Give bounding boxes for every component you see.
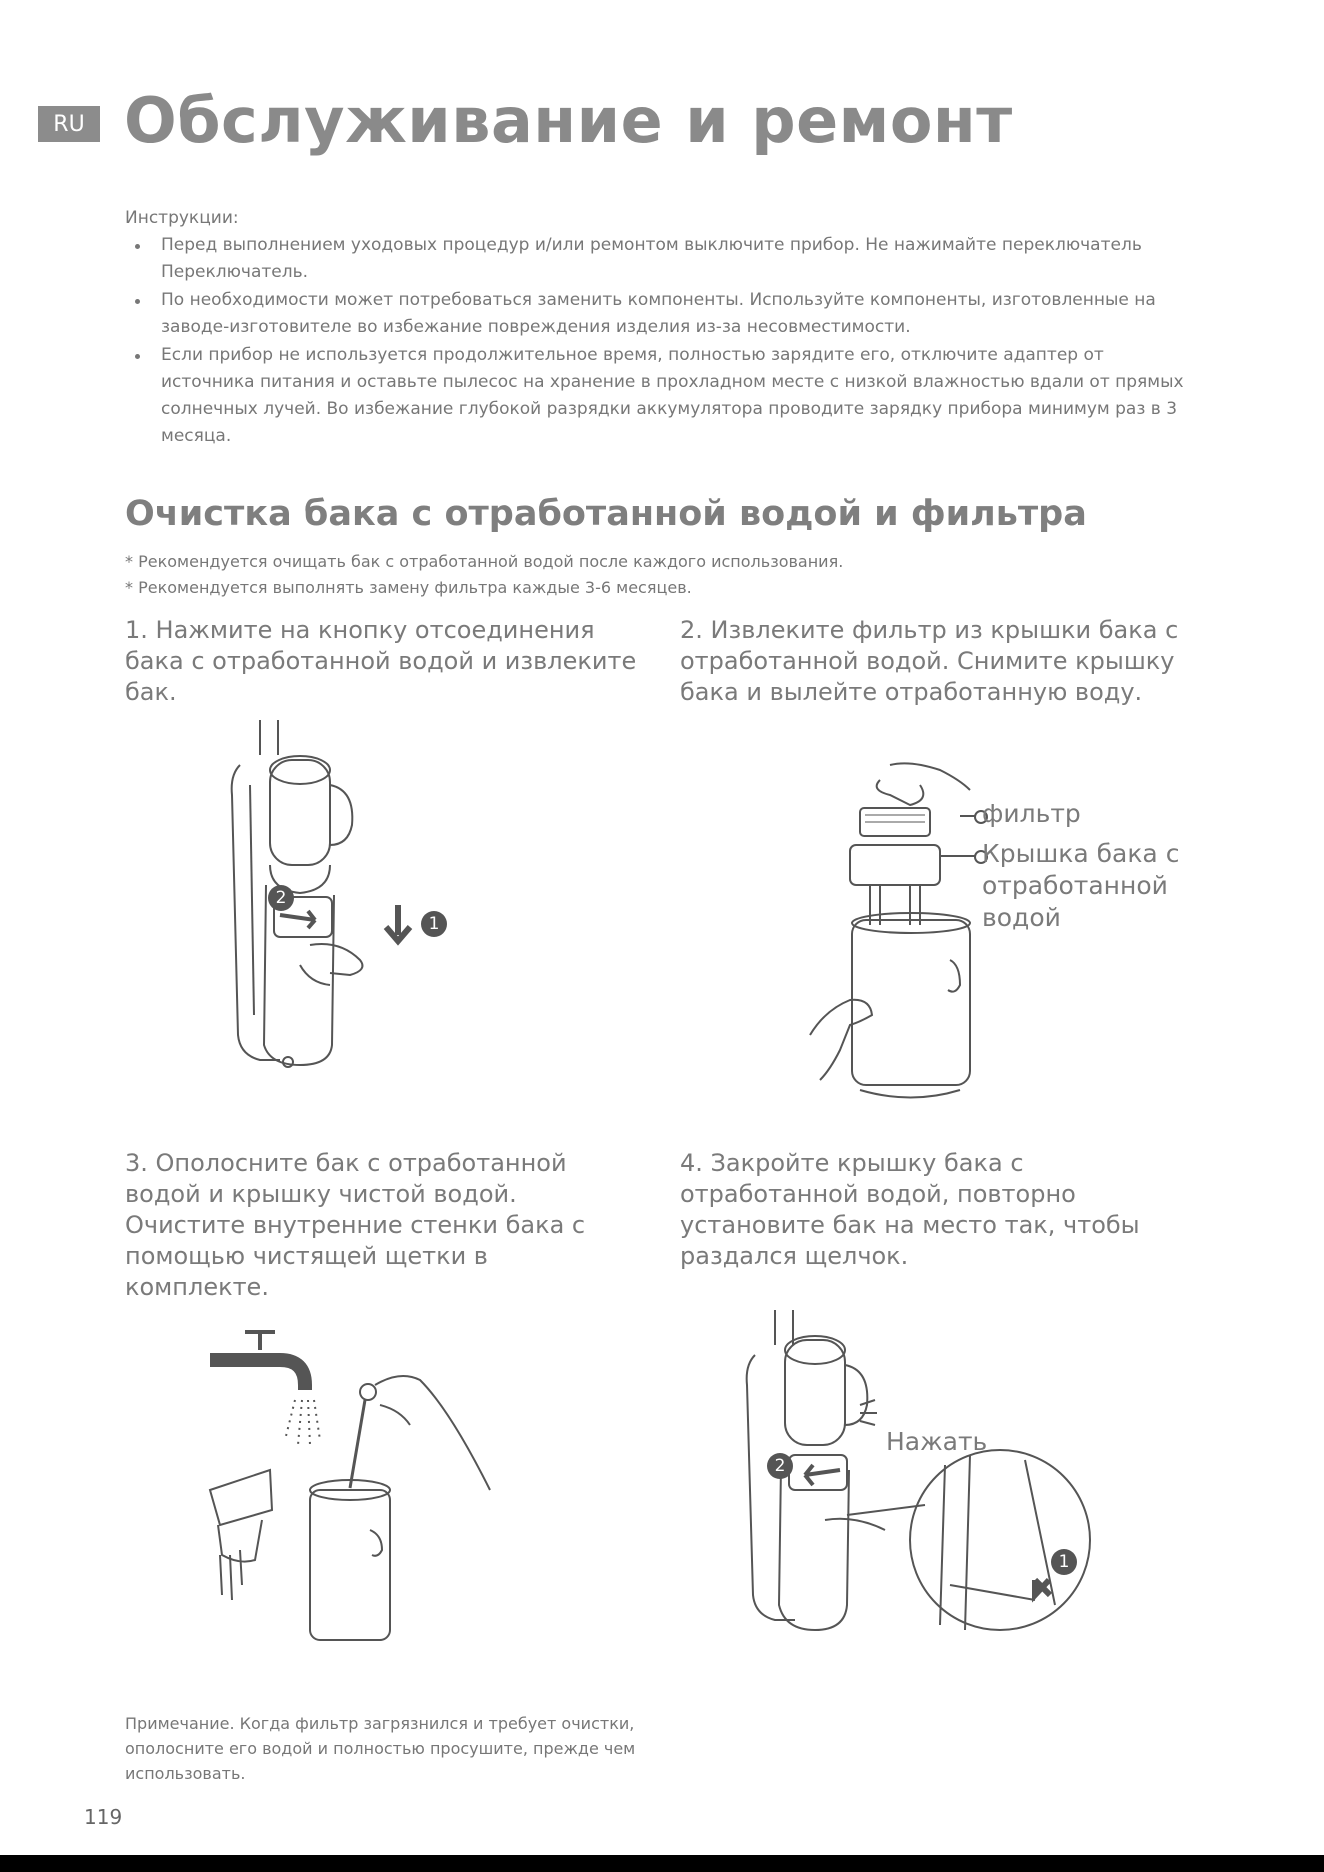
instruction-text: По необходимости может потребоваться заменить компоненты. Используйте компоненты, изготовленные на заводе-изготовителе во избежание повреждения изделия из-за несовместимости. [161,290,1156,337]
callout-tank-lid: Крышка бака с отработанной водой [982,839,1180,932]
step-badge-2: 2 [767,1453,793,1479]
instruction-text: Перед выполнением уходовых процедур и/или ремонтом выключите прибор. Не нажимайте переключатель Переключатель. [161,235,1142,282]
recommendation-note: * Рекомендуется очищать бак с отработанной водой после каждого использования. [125,552,844,571]
step-3-text: 3. Ополосните бак с отработанной водой и крышку чистой водой. Очистите внутренние стенки бака с помощью чистящей щетки в комплекте. [125,1149,586,1301]
step-2-text: 2. Извлеките фильтр из крышки бака с отработанной водой. Снимите крышку бака и вылейте отработанную воду. [680,616,1179,706]
step-1-text: 1. Нажмите на кнопку отсоединения бака с отработанной водой и извлеките бак. [125,616,637,706]
instruction-item [125,232,1185,286]
recommendation-note: * Рекомендуется выполнять замену фильтра каждые 3-6 месяцев. [125,578,692,597]
instruction-text: Если прибор не используется продолжительное время, полностью зарядите его, отключите адаптер от источника питания и оставьте пылесос на хранение в прохладном месте с низкой влажностью вдали от прямых солнечных лучей. Во избежание глубокой разрядки аккумулятора проводите зарядку прибора минимум раз в 3 месяца. [161,345,1184,446]
page-number: 119 [84,1805,123,1829]
instruction-item [125,287,1185,341]
step-badge-1: 1 [1051,1549,1077,1575]
bullet-icon [135,244,140,249]
bottom-bar [0,1855,1324,1872]
instruction-item [125,342,1185,450]
bullet-icon [135,299,140,304]
callout-filter: фильтр [982,799,1081,828]
callout-press: Нажать [886,1427,988,1456]
step-2-illustration [800,760,1000,1100]
footnote: Примечание. Когда фильтр загрязнился и требует очистки, ополосните его водой и полностью просушите, прежде чем использовать. [125,1714,636,1783]
page-title: Обслуживание и ремонт [124,84,1013,157]
step-4-text: 4. Закройте крышку бака с отработанной водой, повторно установите бак на место так, чтобы раздался щелчок. [680,1149,1140,1270]
section-title: Очистка бака с отработанной водой и фильтра [125,494,1087,534]
bullet-icon [135,354,140,359]
step-badge-2: 2 [268,885,294,911]
instructions-list [125,232,1185,451]
step-3-illustration [200,1330,520,1650]
step-1-illustration [220,715,480,1085]
step-4-illustration [735,1305,1095,1645]
language-badge: RU [38,106,100,142]
instructions-label: Инструкции: [125,208,239,228]
step-badge-1: 1 [421,911,447,937]
